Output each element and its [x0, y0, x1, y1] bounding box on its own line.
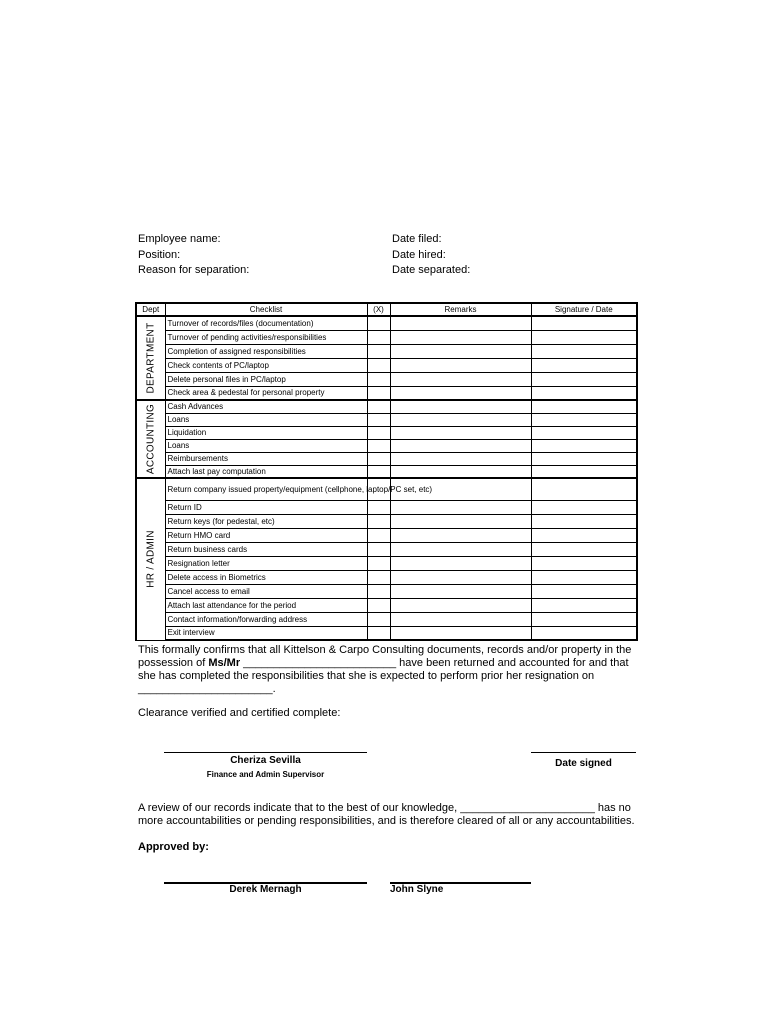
remarks-cell[interactable] [390, 400, 531, 413]
signature-date-cell[interactable] [531, 426, 637, 439]
mark-cell[interactable] [367, 344, 390, 358]
signature-date-cell[interactable] [531, 344, 637, 358]
confirmation-paragraph [138, 644, 638, 696]
signature-date-cell[interactable] [531, 316, 637, 330]
date-separated-label: Date separated: [392, 264, 471, 276]
remarks-cell[interactable] [390, 626, 531, 640]
checklist-item: Cash Advances [165, 400, 367, 413]
remarks-cell[interactable] [390, 386, 531, 400]
column-header-mark: (X) [367, 303, 390, 316]
signature-date-cell[interactable] [531, 439, 637, 452]
table-row [136, 344, 637, 358]
checklist-item: Check area & pedestal for personal property [165, 386, 367, 400]
table-row [136, 400, 637, 413]
signature-date-cell[interactable] [531, 413, 637, 426]
reason-for-separation-label: Reason for separation: [138, 264, 250, 276]
clearance-checklist-table [135, 302, 638, 641]
mark-cell[interactable] [367, 626, 390, 640]
table-row [136, 612, 637, 626]
remarks-cell[interactable] [390, 598, 531, 612]
signature-date-cell[interactable] [531, 452, 637, 465]
mark-cell[interactable] [367, 570, 390, 584]
checklist-item: Return ID [165, 500, 367, 514]
approved-by-label: Approved by: [138, 841, 209, 853]
confirmation-text-part2: _________________________ have been returned and accounted for and that she has completed the responsibilities that she is expected to perform prior her resignation on ______________________. [138, 657, 629, 695]
remarks-cell[interactable] [390, 542, 531, 556]
table-row [136, 426, 637, 439]
table-row [136, 358, 637, 372]
mark-cell[interactable] [367, 542, 390, 556]
table-row [136, 556, 637, 570]
signature-date-cell[interactable] [531, 584, 637, 598]
checklist-item: Attach last pay computation [165, 465, 367, 478]
remarks-cell[interactable] [390, 330, 531, 344]
checklist-item: Delete access in Biometrics [165, 570, 367, 584]
signature-date-cell[interactable] [531, 598, 637, 612]
checklist-item: Return keys (for pedestal, etc) [165, 514, 367, 528]
remarks-cell[interactable] [390, 413, 531, 426]
signature-date-cell[interactable] [531, 372, 637, 386]
table-row [136, 439, 637, 452]
checklist-item: Delete personal files in PC/laptop [165, 372, 367, 386]
signature-date-cell[interactable] [531, 478, 637, 500]
date-hired-label: Date hired: [392, 248, 446, 261]
table-row [136, 570, 637, 584]
checklist-item: Exit interview [165, 626, 367, 640]
remarks-cell[interactable] [390, 439, 531, 452]
dept-cell [136, 478, 165, 640]
checklist-item: Loans [165, 413, 367, 426]
dept-label: HR / ADMIN [145, 530, 157, 588]
mark-cell[interactable] [367, 358, 390, 372]
checklist-item: Turnover of pending activities/responsibilities [165, 330, 367, 344]
dept-cell [136, 400, 165, 478]
remarks-cell[interactable] [390, 344, 531, 358]
header-right-labels [392, 232, 470, 279]
confirmation-honorific: Ms/Mr [208, 657, 241, 669]
mark-cell[interactable] [367, 500, 390, 514]
signature-date-cell[interactable] [531, 465, 637, 478]
mark-cell[interactable] [367, 556, 390, 570]
remarks-cell[interactable] [390, 465, 531, 478]
table-row [136, 413, 637, 426]
checklist-item: Return company issued property/equipment (cellphone, laptop/PC set, etc) [165, 478, 367, 500]
checklist-item: Turnover of records/files (documentation) [165, 316, 367, 330]
signature-date-cell[interactable] [531, 330, 637, 344]
signature-date-cell[interactable] [531, 358, 637, 372]
mark-cell[interactable] [367, 584, 390, 598]
column-header-checklist: Checklist [165, 303, 367, 316]
checklist-item: Attach last attendance for the period [165, 598, 367, 612]
signature-date-cell[interactable] [531, 514, 637, 528]
mark-cell[interactable] [367, 316, 390, 330]
table-row [136, 542, 637, 556]
checklist-item: Check contents of PC/laptop [165, 358, 367, 372]
table-row [136, 598, 637, 612]
mark-cell[interactable] [367, 372, 390, 386]
signature-date-cell[interactable] [531, 542, 637, 556]
table-row [136, 528, 637, 542]
checklist-item: Liquidation [165, 426, 367, 439]
signature-date-cell[interactable] [531, 528, 637, 542]
checklist-item: Cancel access to email [165, 584, 367, 598]
table-row [136, 330, 637, 344]
checklist-item: Contact information/forwarding address [165, 612, 367, 626]
checklist-item: Completion of assigned responsibilities [165, 344, 367, 358]
mark-cell[interactable] [367, 330, 390, 344]
table-row [136, 465, 637, 478]
remarks-cell[interactable] [390, 426, 531, 439]
mark-cell[interactable] [367, 465, 390, 478]
signature-date-cell[interactable] [531, 400, 637, 413]
approver2-name: John Slyne [390, 884, 444, 895]
column-header-remarks: Remarks [390, 303, 531, 316]
checklist-item: Loans [165, 439, 367, 452]
table-header-row [136, 303, 637, 316]
remarks-cell[interactable] [390, 570, 531, 584]
table-row [136, 584, 637, 598]
remarks-cell[interactable] [390, 372, 531, 386]
date-filed-label: Date filed: [392, 233, 442, 245]
mark-cell[interactable] [367, 400, 390, 413]
checklist-item: Return HMO card [165, 528, 367, 542]
column-header-signature-date: Signature / Date [531, 303, 637, 316]
signer-title: Finance and Admin Supervisor [206, 770, 325, 779]
clearance-verified-text: Clearance verified and certified complete: [138, 707, 341, 719]
review-paragraph: A review of our records indicate that to the best of our knowledge, ______________________ has no more accountabilities or pending responsibilities, and is therefore cleared of all or any accountabilities. [138, 802, 635, 827]
remarks-cell[interactable] [390, 556, 531, 570]
table-row [136, 478, 637, 500]
checklist-item: Return business cards [165, 542, 367, 556]
table-row [136, 514, 637, 528]
confirmation-text-part1: This formally confirms that all Kittelson & Carpo Consulting documents, records and/or property in the possession of [138, 644, 632, 669]
signature-date-cell[interactable] [531, 612, 637, 626]
mark-cell[interactable] [367, 514, 390, 528]
mark-cell[interactable] [367, 598, 390, 612]
mark-cell[interactable] [367, 612, 390, 626]
table-row [136, 372, 637, 386]
remarks-cell[interactable] [390, 452, 531, 465]
mark-cell[interactable] [367, 528, 390, 542]
signature-date-cell[interactable] [531, 500, 637, 514]
dept-label: DEPARTMENT [145, 322, 157, 394]
checklist-item: Reimbursements [165, 452, 367, 465]
remarks-cell[interactable] [390, 316, 531, 330]
signature-date-cell[interactable] [531, 556, 637, 570]
position-label: Position: [138, 248, 181, 261]
date-signed-line [531, 752, 636, 753]
mark-cell[interactable] [367, 452, 390, 465]
remarks-cell[interactable] [390, 500, 531, 514]
employee-name-label: Employee name: [138, 233, 221, 245]
header-left-labels [138, 232, 249, 279]
date-signed-label: Date signed [555, 758, 612, 769]
approver1-name: Derek Mernagh [229, 884, 302, 895]
checklist-item: Resignation letter [165, 556, 367, 570]
signature-date-cell[interactable] [531, 386, 637, 400]
table-row [136, 626, 637, 640]
signature-date-cell[interactable] [531, 570, 637, 584]
table-row [136, 452, 637, 465]
mark-cell[interactable] [367, 386, 390, 400]
mark-cell[interactable] [367, 439, 390, 452]
signature-line-supervisor [164, 752, 367, 753]
table-row [136, 386, 637, 400]
signer-name: Cheriza Sevilla [230, 755, 301, 766]
remarks-cell[interactable] [390, 358, 531, 372]
dept-label: ACCOUNTING [145, 403, 157, 475]
column-header-dept: Dept [136, 303, 165, 316]
remarks-cell[interactable] [390, 528, 531, 542]
mark-cell[interactable] [367, 413, 390, 426]
table-row [136, 500, 637, 514]
remarks-cell[interactable] [390, 612, 531, 626]
dept-cell [136, 316, 165, 400]
remarks-cell[interactable] [390, 514, 531, 528]
mark-cell[interactable] [367, 426, 390, 439]
remarks-cell[interactable] [390, 584, 531, 598]
table-row [136, 316, 637, 330]
signature-date-cell[interactable] [531, 626, 637, 640]
